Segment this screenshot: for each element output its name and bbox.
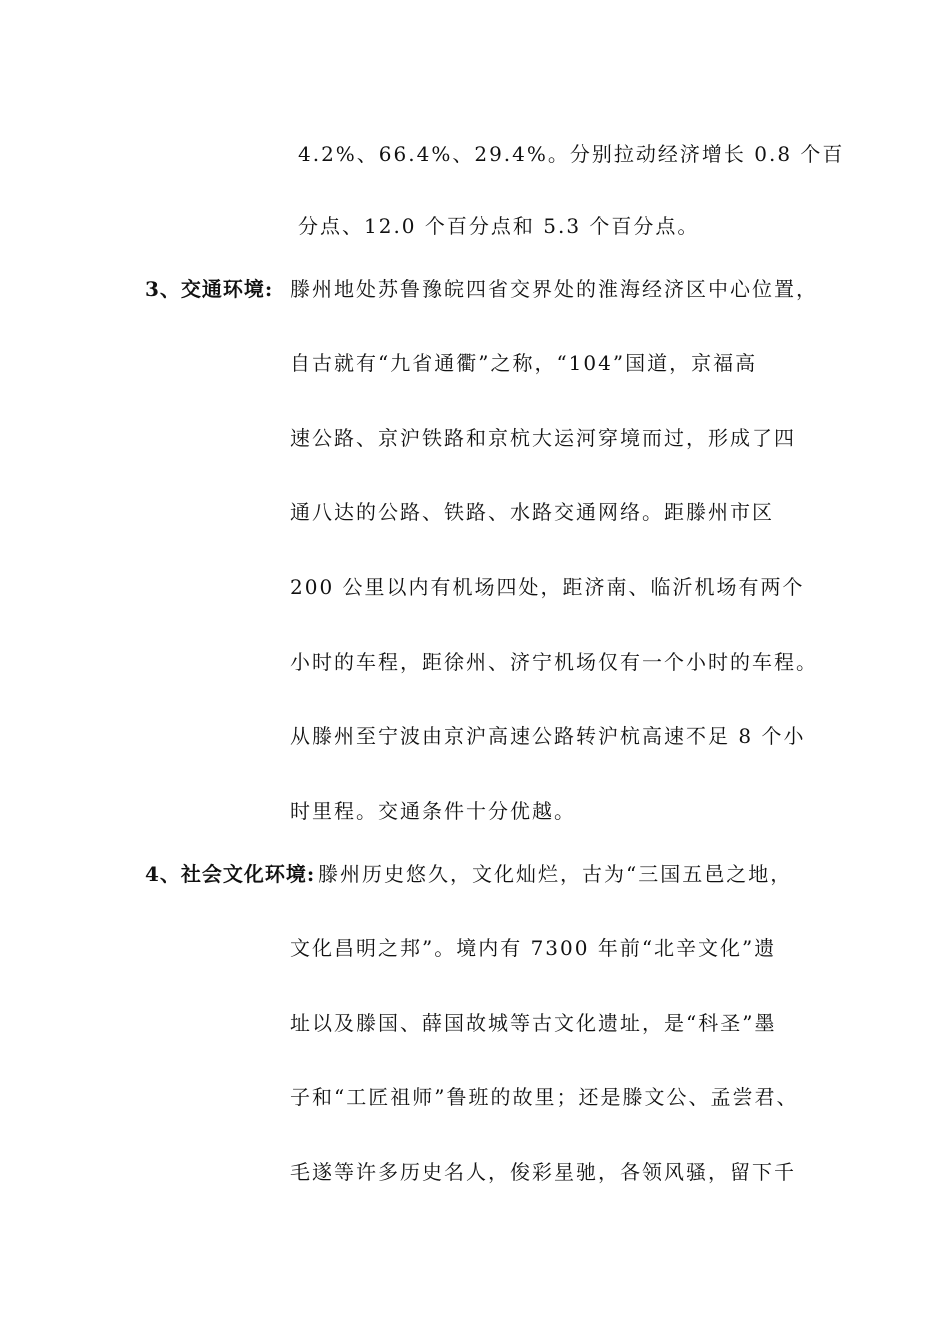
paragraph-line: 时里程。交通条件十分优越。: [290, 799, 576, 823]
paragraph-line: 自古就有“九省通衢”之称，“104”国道，京福高: [290, 351, 758, 375]
section-heading-culture: 4、社会文化环境:: [145, 862, 316, 886]
paragraph-line: 毛遂等许多历史名人，俊彩星驰，各领风骚，留下千: [290, 1160, 796, 1184]
paragraph-line: 通八达的公路、铁路、水路交通网络。距滕州市区: [290, 500, 774, 524]
paragraph-line: 文化昌明之邦”。境内有 7300 年前“北辛文化”遗: [290, 936, 777, 960]
paragraph-line: 速公路、京沪铁路和京杭大运河穿境而过，形成了四: [290, 426, 796, 450]
paragraph-line: 滕州地处苏鲁豫皖四省交界处的淮海经济区中心位置，: [290, 277, 818, 301]
paragraph-line: 4.2%、66.4%、29.4%。分别拉动经济增长 0.8 个百: [298, 142, 845, 166]
paragraph-line: 址以及滕国、薛国故城等古文化遗址，是“科圣”墨: [290, 1011, 777, 1035]
paragraph-line: 200 公里以内有机场四处，距济南、临沂机场有两个: [290, 575, 805, 599]
section-heading-traffic: 3、交通环境:: [145, 277, 274, 301]
paragraph-line: 子和“工匠祖师”鲁班的故里；还是滕文公、孟尝君、: [290, 1085, 799, 1109]
paragraph-line: 分点、12.0 个百分点和 5.3 个百分点。: [298, 214, 700, 238]
paragraph-line: 小时的车程，距徐州、济宁机场仅有一个小时的车程。: [290, 650, 818, 674]
paragraph-line: 从滕州至宁波由京沪高速公路转沪杭高速不足 8 个小: [290, 724, 806, 748]
paragraph-line: 滕州历史悠久，文化灿烂，古为“三国五邑之地，: [318, 862, 793, 886]
